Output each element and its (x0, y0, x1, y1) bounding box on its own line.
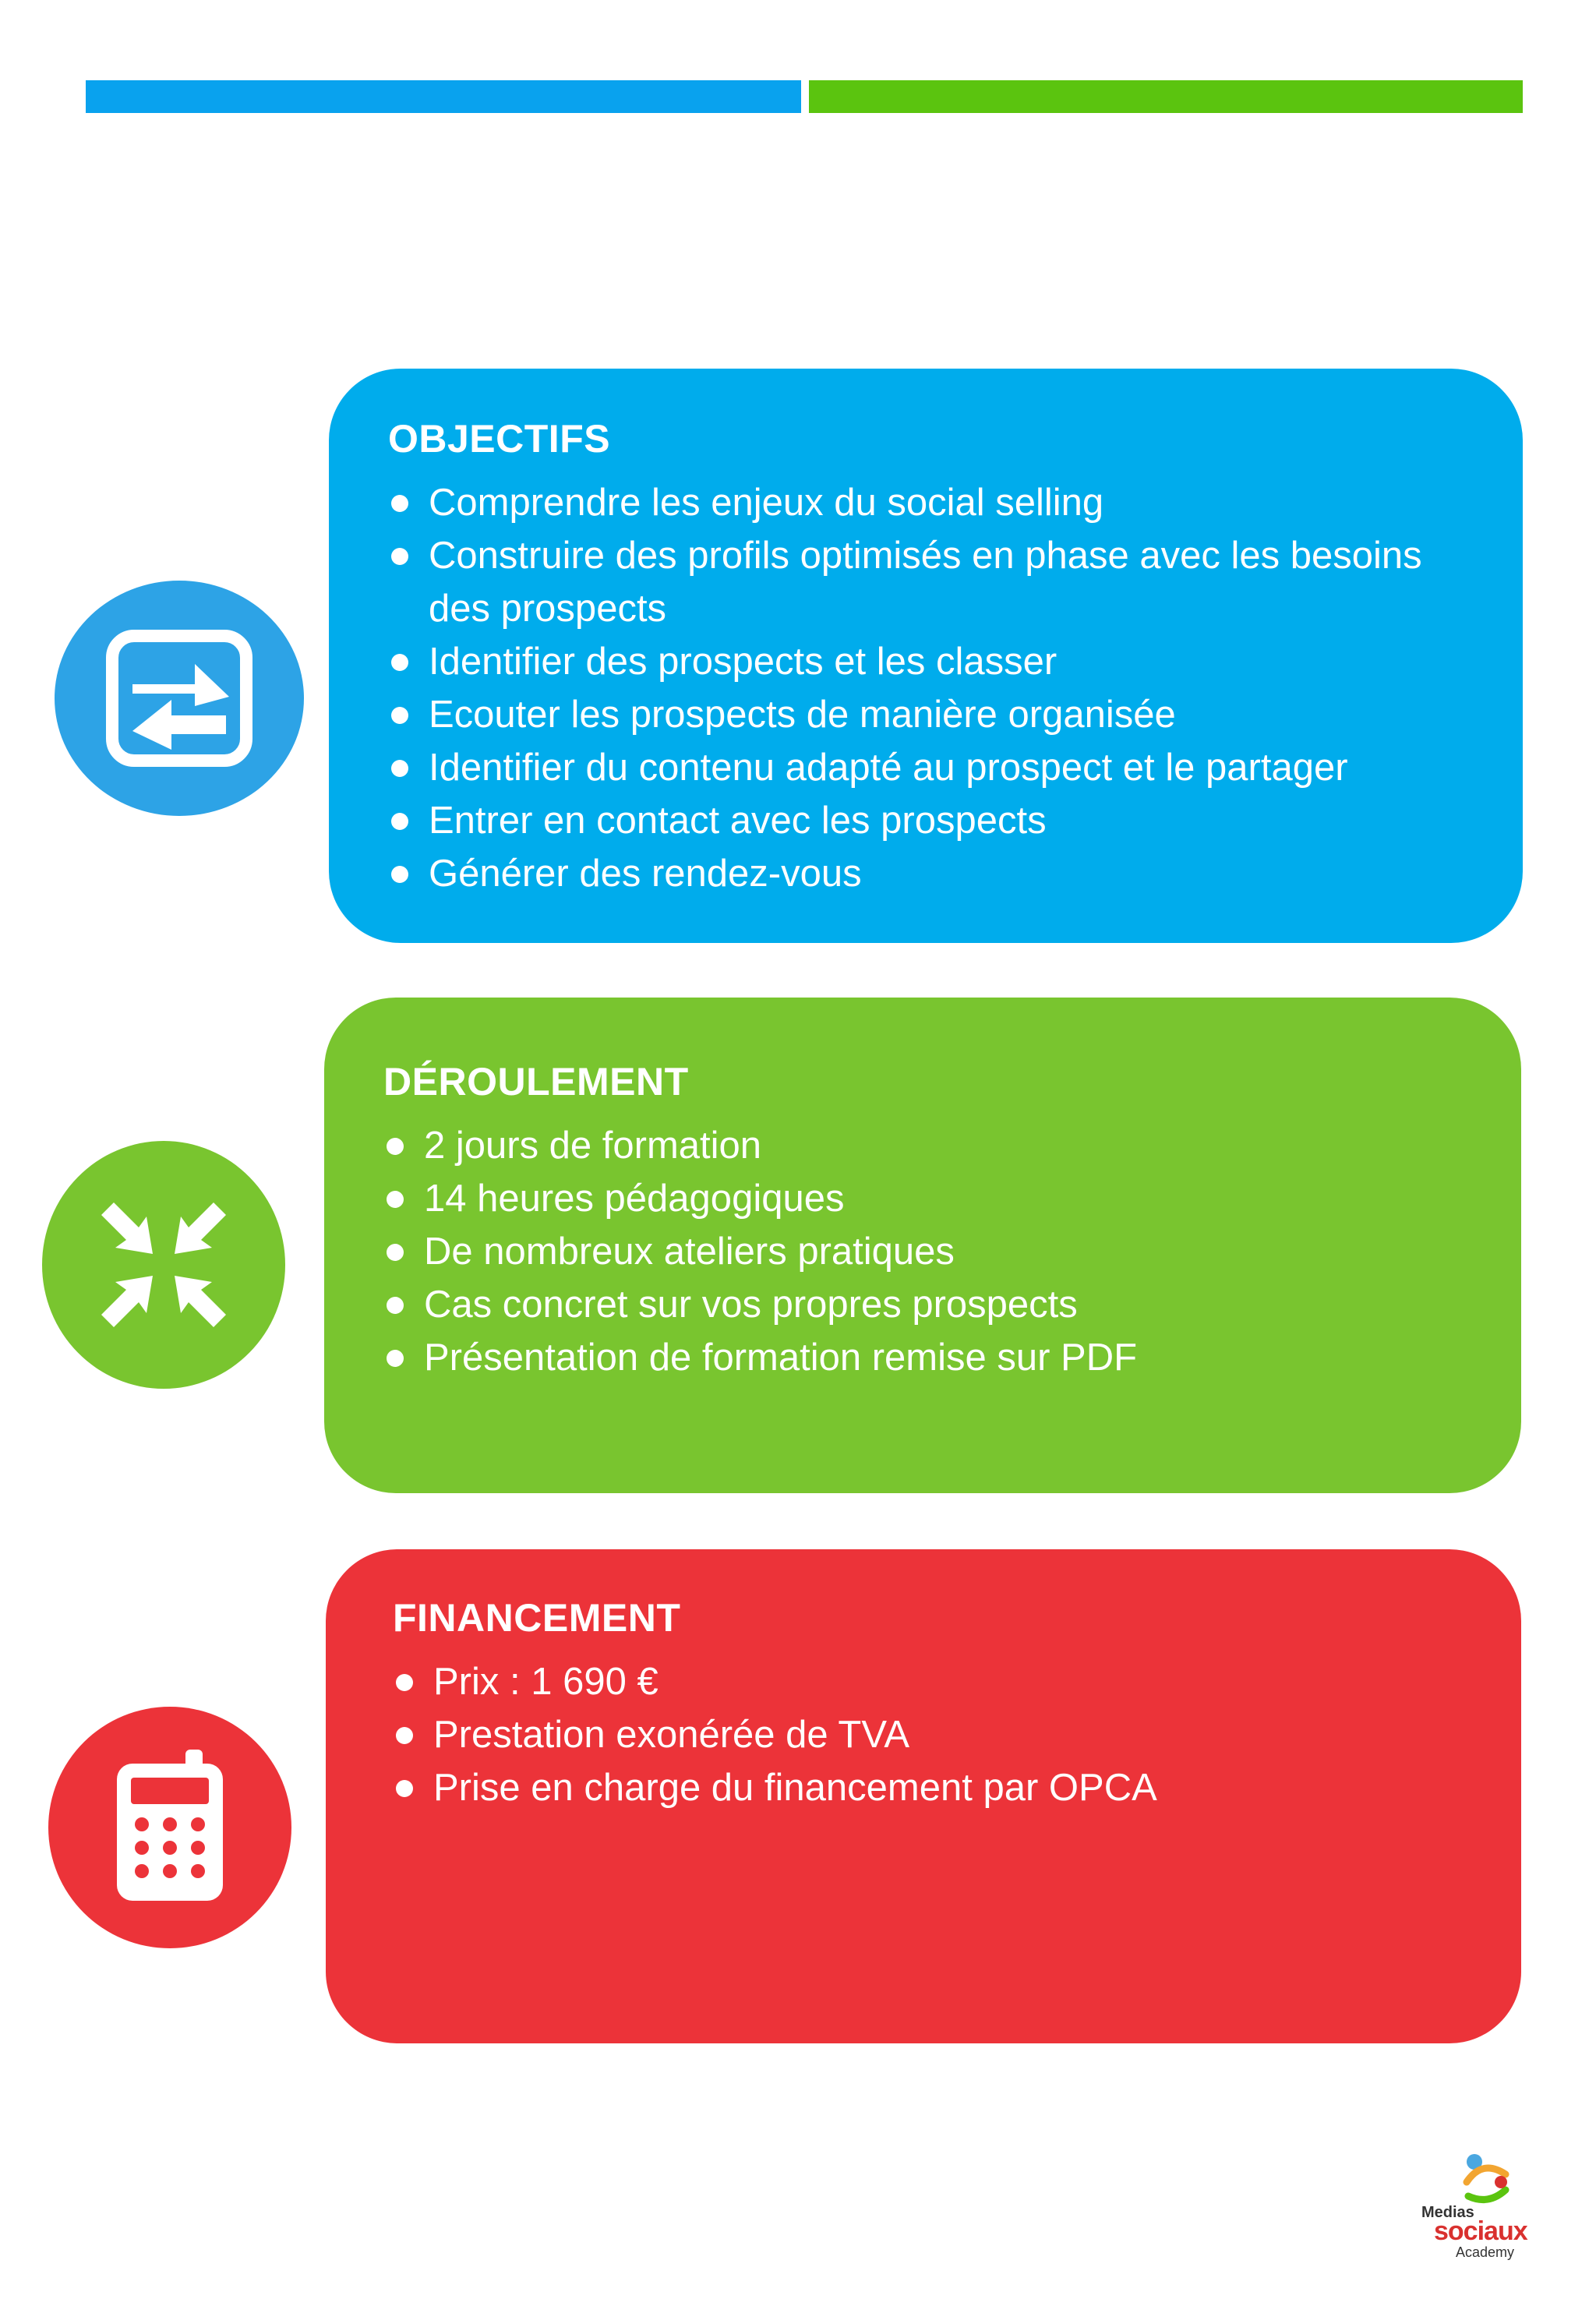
medias-sociaux-academy-logo (1417, 2151, 1534, 2260)
list-item: Présentation de formation remise sur PDF (383, 1331, 1462, 1384)
list-item: Entrer en contact avec les prospects (388, 794, 1464, 847)
list-item: Cas concret sur vos propres prospects (383, 1278, 1462, 1331)
list-item: Identifier du contenu adapté au prospect et le partager (388, 741, 1464, 794)
financement-icon-circle (48, 1707, 291, 1948)
objectifs-list (388, 476, 1464, 900)
list-item: Ecouter les prospects de manière organisée (388, 688, 1464, 741)
deroulement-card (324, 998, 1521, 1493)
list-item: 14 heures pédagogiques (383, 1172, 1462, 1225)
list-item: Prise en charge du financement par OPCA (393, 1761, 1454, 1814)
calculator-icon (108, 1750, 232, 1905)
financement-card (326, 1549, 1521, 2043)
objectifs-icon-circle (55, 581, 304, 816)
financement-list (393, 1655, 1454, 1814)
list-item: Comprendre les enjeux du social selling (388, 476, 1464, 529)
list-item: De nombreux ateliers pratiques (383, 1225, 1462, 1278)
objectifs-card (329, 369, 1523, 943)
converge-arrows-icon (94, 1195, 234, 1335)
deroulement-title: DÉROULEMENT (383, 1060, 689, 1104)
top-bar-green (809, 80, 1523, 113)
list-item: 2 jours de formation (383, 1119, 1462, 1172)
swap-arrows-icon (101, 628, 257, 768)
logo-academy: Academy (1456, 2244, 1515, 2260)
logo-medias: Medias (1421, 2204, 1474, 2221)
deroulement-icon-circle (42, 1141, 285, 1389)
top-bar-blue (86, 80, 801, 113)
deroulement-list (383, 1119, 1462, 1384)
list-item: Prix : 1 690 € (393, 1655, 1454, 1708)
objectifs-title: OBJECTIFS (388, 417, 611, 461)
logo-sociaux: sociaux (1434, 2216, 1527, 2246)
list-item: Construire des profils optimisés en phase avec les besoins des prospects (388, 529, 1464, 635)
list-item: Prestation exonérée de TVA (393, 1708, 1454, 1761)
list-item: Générer des rendez-vous (388, 847, 1464, 900)
list-item: Identifier des prospects et les classer (388, 635, 1464, 688)
financement-title: FINANCEMENT (393, 1596, 681, 1640)
